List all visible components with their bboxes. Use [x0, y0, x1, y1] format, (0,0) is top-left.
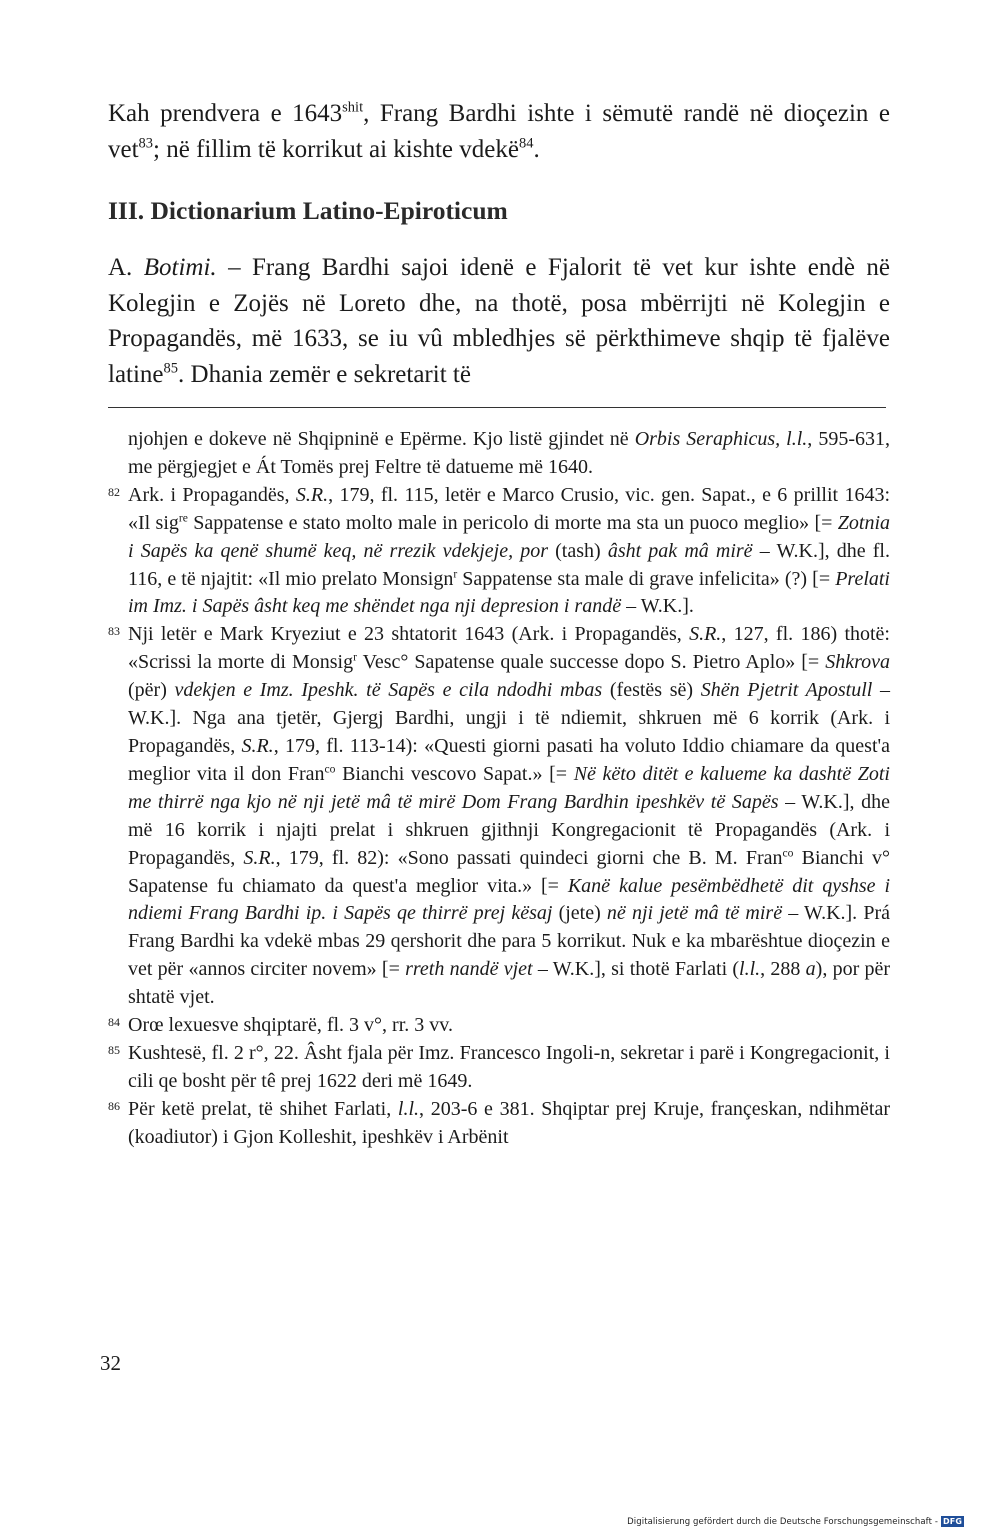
text-run: Kushtesë, fl. 2 r°, 22. Âsht fjala për Imz. Francesco Ingoli-n, sekretar i parë i Kongregacionit, i cili qe bosht për tê prej 1622 deri më 1649. [128, 1041, 890, 1092]
footnote-85 [108, 1040, 890, 1096]
footnote-number: 86 [108, 1098, 120, 1113]
superscript: co [324, 762, 336, 776]
superscript: r [353, 650, 357, 664]
text-run: A. [108, 254, 144, 281]
footnote-ref-84[interactable]: 84 [518, 135, 534, 152]
footer-text: Digitalisierung gefördert durch die Deutsche Forschungsgemeinschaft - [627, 1517, 939, 1527]
footnote-ref-83[interactable]: 83 [138, 135, 154, 152]
italic-run: Në këto ditët e kalueme ka dashtë Zoti me thirrë nga kjo në nji jetë mâ të mirë Dom Frang Bardhin ipeshkëv të Sapës [128, 762, 890, 813]
text-run: . [533, 135, 540, 163]
text-run: (tash) [548, 539, 608, 562]
italic-run: âsht pak mâ mirë [607, 539, 753, 562]
footnote-number: 82 [108, 484, 120, 499]
text-run: Orœ lexuesve shqiptarë, fl. 3 v°, rr. 3 vv. [128, 1014, 453, 1037]
italic-run: l.l. [739, 958, 761, 981]
italic-run: Shkrova [825, 651, 890, 674]
italic-run: Orbis Seraphicus, l.l. [634, 428, 808, 450]
footnote-83 [108, 621, 890, 1012]
footnote-separator [108, 407, 886, 408]
superscript: co [782, 846, 794, 860]
text-run: , 595-631, me përgjegjet e Át Tomës prej Feltre të datueme më 1640. [128, 428, 890, 478]
superscript-shit: shit [342, 99, 364, 116]
body-paragraph-2 [108, 250, 890, 392]
digitization-footer [627, 1516, 964, 1527]
text-run: , 127, fl. 186) thotë: «Scrissi la morte di Monsig [128, 623, 890, 674]
page-number: 32 [100, 1351, 121, 1375]
footnote-number: 83 [108, 624, 120, 639]
italic-run: Shën Pjetrit Apostull [700, 679, 873, 702]
text-run: Sappatense sta male di grave infelicita» (?) [= [457, 567, 836, 590]
italic-run: në nji jetë mâ të mirë [606, 902, 783, 925]
italic-run: Zotnia i Sapës ka qenë shumë keq, në rrezik vdekjeje, por [128, 511, 891, 562]
text-run: Kah prendvera e 1643 [108, 100, 343, 127]
text-run: njohjen e dokeve në Shqipninë e Epërme. Kjo listë gjindet në [128, 428, 635, 450]
italic-run: S.R. [295, 483, 329, 506]
footnote-86 [108, 1096, 890, 1152]
italic-run: vdekjen e Imz. Ipeshk. të Sapës e cila ndodhi mbas [174, 679, 603, 702]
italic-run: Kanë kalue pesëmbëdhetë dit qyshse i ndiemi Frang Bardhi ip. i Sapës qe thirrë prej kësaj [128, 874, 890, 925]
text-run: (jete) [552, 902, 607, 925]
text-run: Vesc° Sapatense quale successe dopo S. Pietro Aplo» [= [356, 651, 826, 674]
dfg-logo: DFG [943, 1517, 962, 1526]
italic-run: S.R. [241, 734, 274, 757]
text-run: – W.K.], dhe fl. 116, e të njajtit: «Il mio prelato Monsign [128, 539, 890, 590]
text-run: , 288 [760, 958, 806, 981]
text-run: ; në fillim të korrikut ai kishte vdekë [153, 135, 519, 163]
footnote-82 [108, 482, 890, 622]
text-run: , 179, fl. 115, letër e Marco Crusio, vic. gen. Sapat., e 6 prillit 1643: «Il sig [128, 483, 891, 534]
text-run: , Frang Bardhi ishte i sëmutë randë në dioçezin e vet [108, 100, 890, 163]
text-run: ), por për shtatë vjet. [128, 958, 891, 1009]
text-run: – W.K.], dhe më 16 korrik i njajti prelat i shkruen gjithnji Kongregacionit të Propagandës (Ark. i Propagandës, [128, 790, 890, 869]
italic-run: a [805, 958, 816, 981]
italic-run: Prelati im Imz. i Sapës âsht keq me shëndet nga nji depresion i randë [128, 567, 890, 618]
text-run: Për ketë prelat, të shihet Farlati, [128, 1097, 398, 1120]
text-run: , 203-6 e 381. Shqiptar prej Kruje, françeskan, ndihmëtar (koadiutor) i Gjon Kolleshit, ipeshkëv i Arbënit [128, 1097, 890, 1148]
italic-run: rreth nandë vjet [405, 958, 533, 981]
superscript: re [178, 511, 188, 525]
italic-run: l.l. [397, 1097, 420, 1120]
text-run: – W.K.]. [621, 595, 694, 618]
text-run: Sappatense e stato molto male in pericolo di morte ma sta un puoco meglio» [= [187, 511, 838, 534]
footnote-number: 84 [108, 1015, 120, 1030]
footnote-ref-85[interactable]: 85 [163, 360, 179, 377]
italic-run: S.R. [689, 623, 722, 646]
text-run: , 179, fl. 82): «Sono passati quindeci giorni che B. M. Fran [275, 846, 783, 869]
text-run: – W.K.]. Nga ana tjetër, Gjergj Bardhi, ungji i të ndiemit, shkruen më 6 korrik (Ark. i Propagandës, [128, 679, 890, 757]
section-heading: III. Dictionarium Latino-Epiroticum [108, 196, 508, 225]
text-run: Bianchi vescovo Sapat.» [= [335, 762, 574, 785]
text-run: – W.K.], si thotë Farlati ( [532, 958, 740, 981]
footnote-number: 85 [108, 1042, 120, 1057]
text-run: Nji letër e Mark Kryeziut e 23 shtatorit 1643 (Ark. i Propagandës, [128, 623, 690, 646]
subsection-label: Botimi. [143, 254, 217, 281]
footnote-84 [108, 1012, 890, 1040]
text-run: (për) [128, 679, 175, 702]
text-run: Ark. i Propagandës, [128, 483, 296, 506]
body-paragraph-1 [108, 96, 890, 167]
text-run: Bianchi v° Sapatense fu chiamato da quest'a meglior vita.» [= [128, 846, 890, 897]
superscript: r [453, 567, 458, 580]
footnote-continuation [108, 426, 890, 482]
text-run: – W.K.]. Prá Frang Bardhi ka vdekë mbas 29 qershorit dhe para 5 korrikut. Nuk e ka mbarështue dioçezin e vet për «annos circiter novem» [= [128, 902, 890, 981]
text-run: . Dhania zemër e sekretarit të [178, 360, 471, 388]
italic-run: S.R. [243, 846, 276, 869]
text-run: – Frang Bardhi sajoi idenë e Fjalorit të vet kur ishte endè në Kolegjin e Zojës në Loreto dhe, na thotë, posa mbërrijti në Kolegjin e Propagandës, më 1633, se iu vû mbledhjes së përkthimeve shqip të fjalëve latine [108, 254, 890, 388]
text-run: (festës së) [602, 679, 701, 702]
text-run: , 179, fl. 113-14): «Questi giorni pasati ha voluto Iddio chiamare da quest'a meglior vita il don Fran [128, 734, 890, 785]
footnotes [108, 426, 890, 1152]
